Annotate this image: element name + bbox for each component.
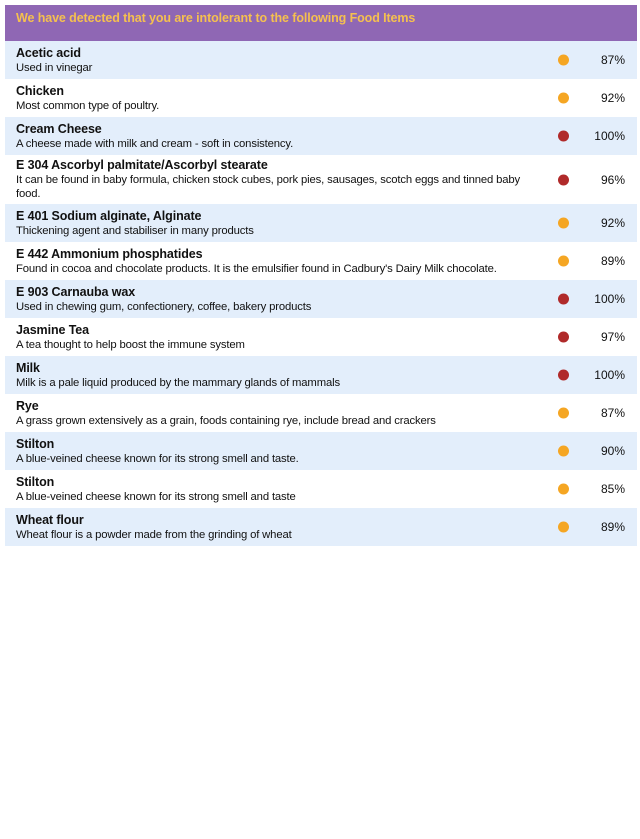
intolerance-level-dot-icon	[558, 174, 569, 185]
food-item-text	[16, 247, 536, 276]
report-header	[5, 5, 637, 41]
food-item-description: Most common type of poultry.	[16, 99, 160, 112]
food-item-description: A cheese made with milk and cream - soft in consistency.	[16, 137, 294, 150]
intolerance-percent: 89%	[600, 254, 625, 268]
intolerance-level-dot-icon	[558, 408, 569, 419]
food-item-name: Rye	[16, 398, 39, 413]
intolerance-level-dot-icon	[558, 332, 569, 343]
food-item-text	[16, 399, 536, 428]
food-item-description: A tea thought to help boost the immune system	[16, 338, 245, 351]
intolerance-level-dot-icon	[558, 93, 569, 104]
food-item-row	[5, 41, 637, 79]
intolerance-percent: 97%	[600, 330, 625, 344]
food-item-name: Milk	[16, 360, 40, 375]
food-item-name: Jasmine Tea	[16, 322, 90, 337]
intolerance-percent: 90%	[600, 444, 625, 458]
report-title: We have detected that you are intolerant to the following Food Items	[16, 11, 416, 25]
food-item-text	[16, 84, 536, 113]
intolerance-percent: 100%	[594, 129, 625, 143]
food-item-row	[5, 470, 637, 508]
intolerance-percent: 92%	[600, 91, 625, 105]
intolerance-level-dot-icon	[558, 131, 569, 142]
intolerance-level-dot-icon	[558, 522, 569, 533]
food-item-text	[16, 285, 536, 314]
food-item-text	[16, 437, 536, 466]
food-item-description: A blue-veined cheese known for its strong smell and taste	[16, 490, 296, 503]
food-item-text	[16, 122, 536, 151]
food-item-name: Stilton	[16, 436, 55, 451]
food-item-description: Wheat flour is a powder made from the grinding of wheat	[16, 528, 292, 541]
food-item-description: Used in chewing gum, confectionery, coffee, bakery products	[16, 300, 312, 313]
food-item-row	[5, 280, 637, 318]
food-item-row	[5, 318, 637, 356]
food-item-row	[5, 204, 637, 242]
intolerance-percent: 85%	[600, 482, 625, 496]
intolerance-percent: 100%	[594, 368, 625, 382]
food-item-description: It can be found in baby formula, chicken stock cubes, pork pies, sausages, scotch eggs and tinned baby food.	[16, 174, 521, 200]
food-item-name: Stilton	[16, 474, 55, 489]
food-item-description: A blue-veined cheese known for its strong smell and taste.	[16, 452, 299, 465]
food-item-name: E 903 Carnauba wax	[16, 284, 136, 299]
food-item-description: Thickening agent and stabiliser in many products	[16, 224, 254, 237]
intolerance-level-dot-icon	[558, 218, 569, 229]
food-item-description: Milk is a pale liquid produced by the mammary glands of mammals	[16, 376, 340, 389]
food-item-row	[5, 242, 637, 280]
intolerance-level-dot-icon	[558, 55, 569, 66]
intolerance-percent: 87%	[600, 406, 625, 420]
food-item-description: Found in cocoa and chocolate products. It is the emulsifier found in Cadbury's Dairy Milk chocolate.	[16, 262, 497, 275]
food-item-name: Chicken	[16, 83, 64, 98]
intolerance-level-dot-icon	[558, 294, 569, 305]
intolerance-percent: 87%	[600, 53, 625, 67]
food-item-name: E 442 Ammonium phosphatides	[16, 246, 203, 261]
food-item-description: Used in vinegar	[16, 61, 93, 74]
intolerance-level-dot-icon	[558, 370, 569, 381]
food-item-text	[16, 323, 536, 352]
food-item-name: E 304 Ascorbyl palmitate/Ascorbyl stearate	[16, 158, 268, 172]
intolerance-percent: 96%	[600, 172, 625, 187]
intolerance-percent: 89%	[600, 520, 625, 534]
food-item-row	[5, 432, 637, 470]
food-item-row	[5, 155, 637, 204]
food-item-description: A grass grown extensively as a grain, foods containing rye, include bread and crackers	[16, 414, 436, 427]
food-item-row	[5, 356, 637, 394]
intolerance-level-dot-icon	[558, 484, 569, 495]
food-item-row	[5, 394, 637, 432]
food-item-text	[16, 361, 536, 390]
intolerance-percent: 100%	[594, 292, 625, 306]
intolerance-level-dot-icon	[558, 446, 569, 457]
food-item-name: Acetic acid	[16, 45, 81, 60]
food-item-text	[16, 158, 536, 201]
food-item-text	[16, 513, 536, 542]
food-item-row	[5, 117, 637, 155]
food-item-text	[16, 46, 536, 75]
intolerance-report	[5, 5, 637, 546]
food-item-row	[5, 508, 637, 546]
food-item-name: Cream Cheese	[16, 121, 102, 136]
food-item-text	[16, 209, 536, 238]
food-item-name: E 401 Sodium alginate, Alginate	[16, 208, 202, 223]
intolerance-level-dot-icon	[558, 256, 569, 267]
food-item-list	[5, 41, 637, 546]
food-item-row	[5, 79, 637, 117]
intolerance-percent: 92%	[600, 216, 625, 230]
food-item-name: Wheat flour	[16, 512, 84, 527]
food-item-text	[16, 475, 536, 504]
